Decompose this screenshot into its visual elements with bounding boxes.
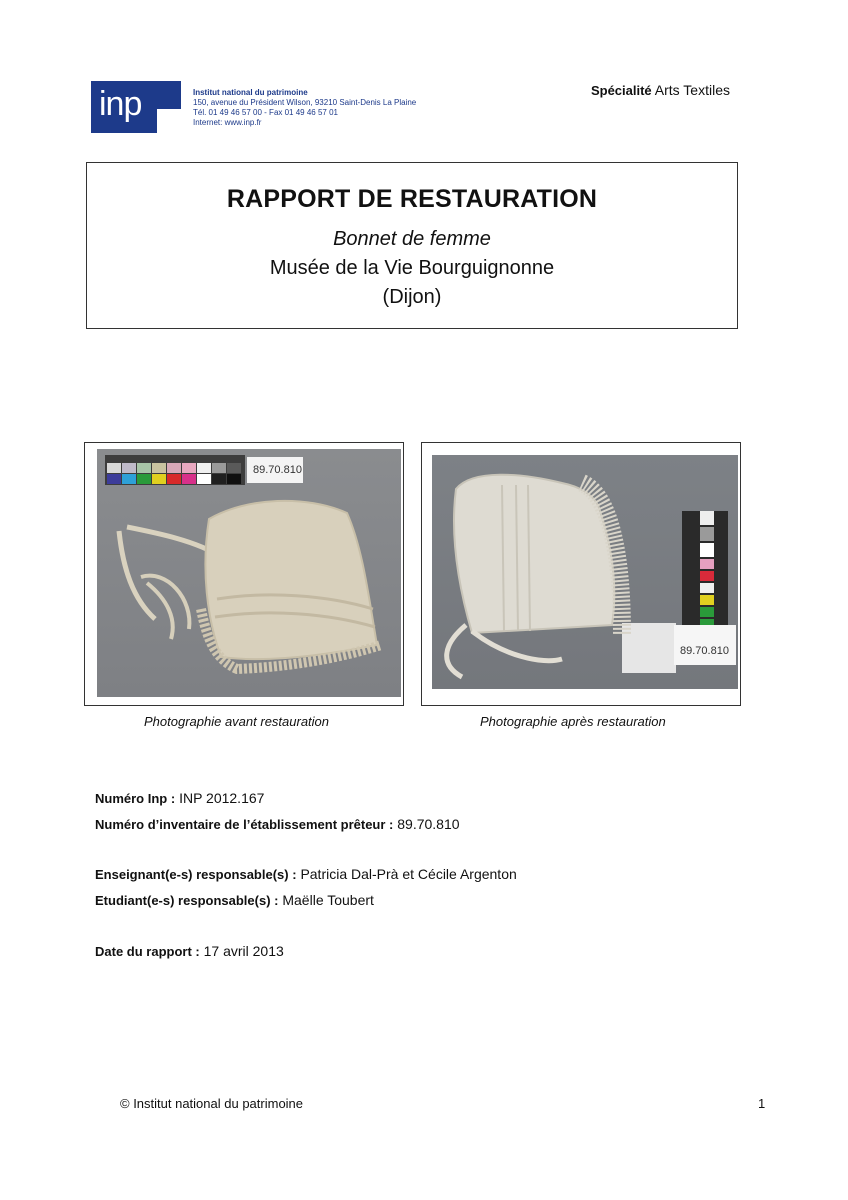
date-value: 17 avril 2013 [203, 943, 284, 959]
enseignant-label: Enseignant(e-s) responsable(s) : [95, 867, 297, 882]
specialite-value: Arts Textiles [654, 82, 730, 98]
enseignant-value: Patricia Dal-Prà et Cécile Argenton [300, 866, 517, 882]
inp-logo [91, 81, 181, 133]
address-line-4: Internet: www.inp.fr [193, 118, 262, 127]
inventaire-label: Numéro d’inventaire de l’établissement prêteur : [95, 817, 394, 832]
address-line-3: Tél. 01 49 46 57 00 - Fax 01 49 46 57 01 [193, 108, 338, 117]
page-number: 1 [758, 1096, 766, 1111]
date-rapport [95, 943, 284, 959]
enseignant [95, 866, 517, 882]
etudiant-value: Maëlle Toubert [282, 892, 374, 908]
museum-name: Musée de la Vie Bourguignonne [269, 257, 555, 279]
inventaire-value: 89.70.810 [397, 816, 460, 832]
date-label: Date du rapport : [95, 944, 200, 959]
numero-inp [95, 790, 264, 806]
logo-text: inp [99, 85, 142, 123]
photo-after-frame [421, 442, 741, 706]
title-box [86, 162, 738, 329]
logo-notch [157, 109, 181, 133]
etudiant-label: Etudiant(e-s) responsable(s) : [95, 893, 279, 908]
before-inventory-tag: 89.70.810 [253, 464, 302, 476]
numero-inventaire [95, 816, 460, 832]
photo-before-frame [84, 442, 404, 706]
address-line-1: Institut national du patrimoine [193, 88, 308, 97]
logo-bar [157, 81, 181, 109]
report-title: RAPPORT DE RESTAURATION [226, 185, 598, 213]
footer-copyright: © Institut national du patrimoine [120, 1096, 304, 1111]
address-line-2: 150, avenue du Président Wilson, 93210 Saint-Denis La Plaine [193, 98, 417, 107]
after-inventory-tag: 89.70.810 [680, 645, 729, 657]
photo-before [97, 449, 401, 697]
bonnet-before-illustration [97, 449, 401, 697]
caption-before: Photographie avant restauration [144, 714, 330, 729]
numero-inp-label: Numéro Inp : [95, 791, 176, 806]
specialite [591, 82, 730, 98]
caption-after: Photographie après restauration [480, 714, 666, 729]
museum-city: (Dijon) [382, 286, 442, 308]
specialite-label: Spécialité [590, 83, 652, 98]
numero-inp-value: INP 2012.167 [179, 790, 265, 806]
etudiant [95, 892, 374, 908]
institution-address [193, 88, 416, 128]
photo-after [432, 455, 738, 689]
object-name: Bonnet de femme [333, 228, 491, 250]
